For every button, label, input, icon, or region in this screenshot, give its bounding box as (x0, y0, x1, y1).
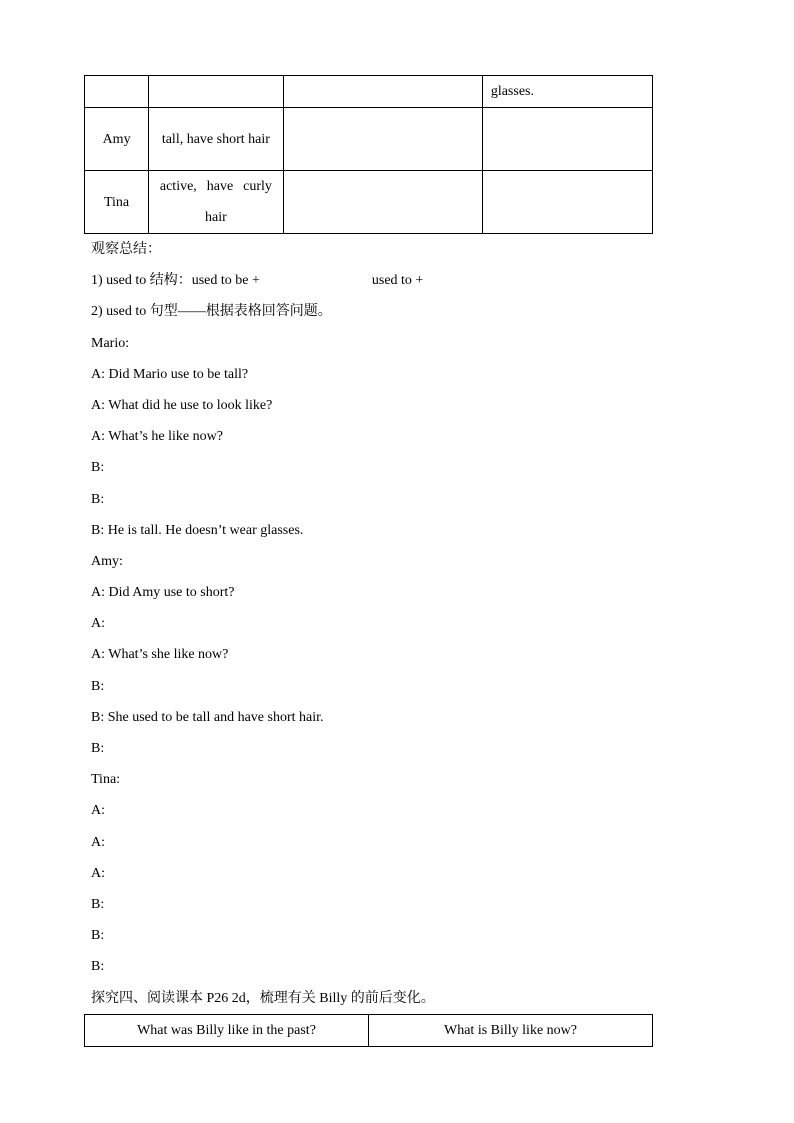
dialog-line: B: He is tall. He doesn’t wear glasses. (91, 522, 304, 538)
structure-a: 1) used to 结构：used to be + (91, 273, 260, 289)
dialog-line: A: (91, 803, 105, 819)
dialog-line: A: What did he use to look like? (91, 397, 273, 413)
table-cell (482, 108, 652, 171)
table-row (85, 171, 653, 234)
section-label: Tina: (91, 772, 121, 788)
table-header: What is Billy like now? (369, 1015, 653, 1047)
table-cell (149, 76, 283, 108)
dialog-line: A: (91, 865, 105, 881)
dialog-line: A: What’s he like now? (91, 429, 223, 445)
structure-line (91, 265, 691, 296)
dialog-line: B: She used to be tall and have short hair. (91, 709, 324, 725)
comparison-table (84, 75, 653, 234)
cell-text: active, have curly hair (159, 179, 272, 225)
table-cell (283, 171, 482, 234)
structure-b: used to + (371, 273, 424, 289)
dialog-line: A: What’s she like now? (91, 647, 229, 663)
worksheet-lines (91, 234, 691, 1014)
table-cell (149, 108, 283, 171)
table-row (85, 1015, 653, 1047)
cell-text: tall, have short hair (161, 131, 270, 147)
table-cell (85, 76, 149, 108)
dialog-line: B: (91, 896, 105, 912)
table-cell: Amy (85, 108, 149, 171)
billy-table (84, 1014, 653, 1047)
table-cell (149, 171, 283, 234)
section-label: Amy: (91, 553, 123, 569)
dialog-line: B: (91, 928, 105, 944)
dialog-line: B: (91, 678, 105, 694)
pattern-line: 2) used to 句型——根据表格回答问题。 (91, 304, 332, 320)
dialog-line: B: (91, 741, 105, 756)
table-row (85, 108, 653, 171)
dialog-line: B: (91, 959, 105, 975)
dialog-line: A: Did Amy use to short? (91, 585, 235, 601)
table-cell: glasses. (482, 76, 652, 108)
table-cell (283, 108, 482, 171)
table-header: What was Billy like in the past? (85, 1015, 369, 1047)
dialog-line: B: (91, 491, 105, 507)
task-heading: 探究四、阅读课本 P26 2d，梳理有关 Billy 的前后变化。 (91, 990, 435, 1006)
summary-heading: 观察总结： (91, 242, 161, 257)
table-cell: Tina (85, 171, 149, 234)
dialog-line: A: Did Mario use to be tall? (91, 366, 249, 382)
dialog-line: A: (91, 834, 105, 850)
table-cell (283, 76, 482, 108)
table-row (85, 76, 653, 108)
dialog-line: A: (91, 616, 105, 632)
table-cell (482, 171, 652, 234)
section-label: Mario: (91, 335, 130, 351)
dialog-line: B: (91, 460, 105, 476)
